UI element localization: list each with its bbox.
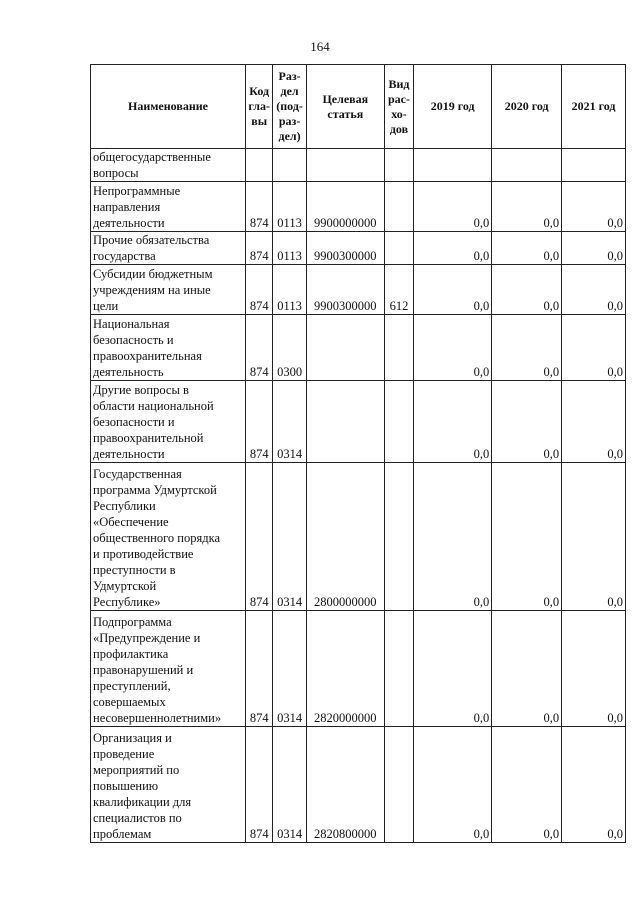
row-section: 0113 <box>273 232 306 265</box>
row-name-line: общественного порядка <box>93 531 221 545</box>
row-name-line: правоохранительной <box>93 431 204 445</box>
header-line: Вид <box>388 76 410 91</box>
header-line: рас- <box>388 91 410 106</box>
row-value-2019: 0,0 <box>414 381 492 463</box>
row-name-line: цели <box>93 299 119 313</box>
row-chapter-code <box>246 149 273 182</box>
row-name-line: повышению <box>93 779 159 793</box>
row-name <box>91 463 246 611</box>
row-target-item <box>306 315 384 381</box>
row-section: 0314 <box>273 463 306 611</box>
header-line: дел <box>280 84 299 98</box>
header-line: (под- <box>276 99 303 113</box>
row-section: 0314 <box>273 611 306 727</box>
row-expense-type: 612 <box>384 265 413 315</box>
row-name-line: преступлений, <box>93 679 171 693</box>
row-value-2021: 0,0 <box>562 315 626 381</box>
row-name-line: Республике» <box>93 595 161 609</box>
row-value-2021: 0,0 <box>562 727 626 843</box>
table-row <box>91 463 626 611</box>
row-chapter-code: 874 <box>246 232 273 265</box>
row-value-2020: 0,0 <box>492 315 562 381</box>
row-value-2020: 0,0 <box>492 611 562 727</box>
row-value-2019: 0,0 <box>414 463 492 611</box>
row-value-2021: 0,0 <box>562 381 626 463</box>
header-2020: 2020 год <box>492 65 562 149</box>
row-name <box>91 611 246 727</box>
header-2021: 2021 год <box>562 65 626 149</box>
header-line: гла- <box>248 99 270 113</box>
header-line: раз- <box>278 114 301 128</box>
table-row <box>91 727 626 843</box>
table-row <box>91 149 626 182</box>
row-target-item: 2800000000 <box>306 463 384 611</box>
row-name-line: безопасности и <box>93 415 175 429</box>
row-section: 0113 <box>273 265 306 315</box>
header-row <box>91 65 626 149</box>
row-value-2019: 0,0 <box>414 611 492 727</box>
row-value-2019: 0,0 <box>414 232 492 265</box>
row-name <box>91 149 246 182</box>
row-name-line: профилактика <box>93 647 169 661</box>
row-name-line: Республики <box>93 499 156 513</box>
row-name-line: деятельности <box>93 216 165 230</box>
row-value-2020: 0,0 <box>492 265 562 315</box>
row-value-2019 <box>414 149 492 182</box>
row-name <box>91 232 246 265</box>
row-value-2021: 0,0 <box>562 265 626 315</box>
row-name-line: правоохранительная <box>93 349 202 363</box>
row-value-2020 <box>492 149 562 182</box>
row-target-item <box>306 149 384 182</box>
row-name-line: преступности в <box>93 563 176 577</box>
row-value-2021: 0,0 <box>562 182 626 232</box>
row-name-line: и противодействие <box>93 547 194 561</box>
row-value-2021: 0,0 <box>562 611 626 727</box>
header-line: статья <box>327 106 364 121</box>
row-target-item: 9900000000 <box>306 182 384 232</box>
row-expense-type <box>384 315 413 381</box>
row-name-line: специалистов по <box>93 811 182 825</box>
row-name-line: области национальной <box>93 399 214 413</box>
row-name-line: мероприятий по <box>93 763 180 777</box>
header-target-item <box>306 65 384 149</box>
row-name-line: Непрограммные <box>93 184 181 198</box>
row-name-line: безопасность и <box>93 333 174 347</box>
row-name <box>91 727 246 843</box>
header-line: дел) <box>278 129 301 143</box>
table-row <box>91 611 626 727</box>
row-name-line: общегосударственные <box>93 150 211 164</box>
row-target-item: 2820000000 <box>306 611 384 727</box>
header-chapter-code <box>246 65 273 149</box>
row-chapter-code: 874 <box>246 182 273 232</box>
row-chapter-code: 874 <box>246 381 273 463</box>
row-section: 0113 <box>273 182 306 232</box>
row-value-2020: 0,0 <box>492 463 562 611</box>
row-chapter-code: 874 <box>246 611 273 727</box>
row-expense-type <box>384 463 413 611</box>
row-value-2020: 0,0 <box>492 182 562 232</box>
row-section <box>273 149 306 182</box>
table-body <box>91 149 626 843</box>
row-value-2020: 0,0 <box>492 727 562 843</box>
row-name <box>91 182 246 232</box>
row-name-line: Организация и <box>93 731 172 745</box>
row-value-2019: 0,0 <box>414 265 492 315</box>
row-value-2019: 0,0 <box>414 315 492 381</box>
row-name-line: Другие вопросы в <box>93 383 189 397</box>
row-expense-type <box>384 381 413 463</box>
table-row <box>91 315 626 381</box>
row-name-line: направления <box>93 200 161 214</box>
row-value-2019: 0,0 <box>414 727 492 843</box>
row-expense-type <box>384 611 413 727</box>
row-value-2020: 0,0 <box>492 381 562 463</box>
row-name-line: Прочие обязательства <box>93 233 210 247</box>
row-expense-type <box>384 149 413 182</box>
row-name-line: проведение <box>93 747 155 761</box>
row-value-2020: 0,0 <box>492 232 562 265</box>
row-section: 0314 <box>273 727 306 843</box>
row-name-line: «Обеспечение <box>93 515 169 529</box>
row-value-2021: 0,0 <box>562 232 626 265</box>
table-row <box>91 182 626 232</box>
header-2019: 2019 год <box>414 65 492 149</box>
page-number: 164 <box>310 39 330 54</box>
row-name-line: правонарушений и <box>93 663 194 677</box>
row-name-line: деятельность <box>93 365 164 379</box>
row-name-line: Национальная <box>93 317 170 331</box>
row-value-2021 <box>562 149 626 182</box>
row-target-item: 9900300000 <box>306 232 384 265</box>
row-expense-type <box>384 727 413 843</box>
header-line: Раз- <box>278 69 301 83</box>
row-name <box>91 315 246 381</box>
row-name-line: проблемам <box>93 827 152 841</box>
row-section: 0314 <box>273 381 306 463</box>
row-name-line: учреждениям на иные <box>93 283 211 297</box>
row-name-line: Государственная <box>93 467 182 481</box>
row-name <box>91 265 246 315</box>
row-target-item: 2820800000 <box>306 727 384 843</box>
table-row <box>91 381 626 463</box>
row-expense-type <box>384 232 413 265</box>
row-name-line: деятельности <box>93 447 165 461</box>
row-chapter-code: 874 <box>246 315 273 381</box>
row-name-line: государства <box>93 249 156 263</box>
header-line: хо- <box>391 106 407 121</box>
row-chapter-code: 874 <box>246 265 273 315</box>
row-name-line: «Предупреждение и <box>93 631 201 645</box>
row-chapter-code: 874 <box>246 727 273 843</box>
header-name: Наименование <box>91 65 246 149</box>
row-name-line: Субсидии бюджетным <box>93 267 213 281</box>
header-section <box>273 65 306 149</box>
row-name-line: совершаемых <box>93 695 166 709</box>
header-expense-type <box>384 65 413 149</box>
header-line: дов <box>389 121 409 136</box>
row-name-line: вопросы <box>93 166 139 180</box>
row-name-line: квалификации для <box>93 795 192 809</box>
row-section: 0300 <box>273 315 306 381</box>
table-row <box>91 232 626 265</box>
row-chapter-code: 874 <box>246 463 273 611</box>
row-target-item: 9900300000 <box>306 265 384 315</box>
row-name-line: Удмуртской <box>93 579 157 593</box>
row-value-2021: 0,0 <box>562 463 626 611</box>
header-line: Целевая <box>322 91 369 106</box>
row-expense-type <box>384 182 413 232</box>
table-row <box>91 265 626 315</box>
row-name-line: программа Удмуртской <box>93 483 217 497</box>
row-name-line: Подпрограмма <box>93 615 172 629</box>
header-line: вы <box>251 114 268 128</box>
header-line: Код <box>249 84 270 98</box>
row-name-line: несовершеннолетними» <box>93 711 222 725</box>
budget-table <box>90 64 626 843</box>
row-name <box>91 381 246 463</box>
row-target-item <box>306 381 384 463</box>
row-value-2019: 0,0 <box>414 182 492 232</box>
